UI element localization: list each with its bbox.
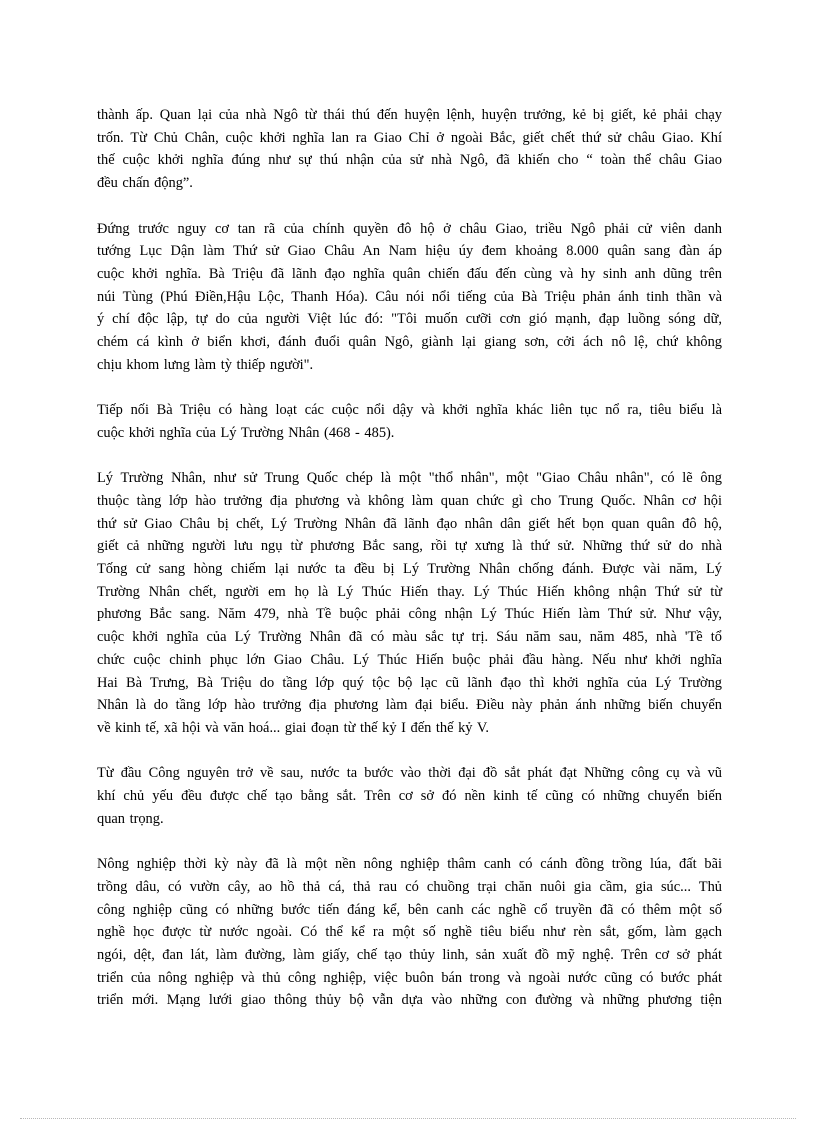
paragraph-line: núi Tùng (Phú Điền,Hậu Lộc, Thanh Hóa). Câu nói nổi tiếng của Bà Triệu phản ánh tinh thần và [97, 288, 722, 305]
paragraph-5 [97, 762, 722, 830]
page-bottom-border [20, 1118, 796, 1119]
paragraph-line: công nghiệp cũng có những bước tiến đáng kể, bên canh các nghề cổ truyền đã có thêm một số [97, 901, 722, 918]
paragraph-line: ý chí độc lập, tự do của người Việt lúc đó: "Tôi muốn cưỡi cơn gió mạnh, đạp luồng sóng dữ, [97, 311, 722, 328]
paragraph-line: Nhân là do tầng lớp hào trưởng địa phương làm đại biểu. Điều này phản ánh những biến chuyển [97, 697, 722, 714]
paragraph-line: chức cuộc chinh phục lớn Giao Châu. Lý Thúc Hiến buộc phải đầu hàng. Nếu như khởi nghĩa [97, 651, 722, 668]
paragraph-line: cuộc khởi nghĩa của Lý Trường Nhân đã có màu sắc tự trị. Sáu năm sau, năm 485, nhà 'Tề tổ [97, 629, 722, 646]
paragraph-line: về kinh tế, xã hội và văn hoá... giai đoạn từ thế kỷ I đến thế kỷ V. [97, 719, 489, 736]
paragraph-line: phương Bắc sang. Năm 479, nhà Tề buộc phải công nhận Lý Thúc Hiến làm Thứ sử. Như vậy, [97, 606, 722, 623]
paragraph-line: thuộc tàng lớp hào trưởng địa phương và không làm quan chức gì cho Trung Quốc. Nhân cơ hội [97, 492, 722, 509]
paragraph-line: khí chủ yếu đều được chế tạo bằng sắt. Trên cơ sở đó nền kinh tế cũng có những chuyển biến [97, 788, 722, 805]
paragraph-3 [97, 399, 722, 444]
paragraph-line: thứ sử Giao Châu bị chết, Lý Trường Nhân đã lãnh đạo nhân dân giết hết bọn quan quân đô hộ, [97, 515, 722, 532]
paragraph-line: Lý Trường Nhân, như sử Trung Quốc chép là một "thổ nhân", một "Giao Châu nhân", có lẽ ông [97, 470, 722, 487]
paragraph-line: triển của nông nghiệp và thủ công nghiệp, việc buôn bán trong và ngoài nước cũng có bước phát [97, 969, 722, 986]
paragraph-line: ngói, dệt, đan lát, làm đường, làm giấy, chế tạo thủy linh, sản xuất đồ mỹ nghệ. Trên cơ sở phát [97, 946, 722, 963]
document-body [97, 104, 722, 1035]
paragraph-line: giết cả những người lưu ngụ từ phương Bắc sang, rồi tự xưng là thứ sử. Những thứ sử do nhà [97, 538, 722, 555]
paragraph-line: nghề học được từ nước ngoài. Có thể kể ra một số nghề tiêu biểu như rèn sắt, gốm, làm gạch [97, 924, 722, 941]
paragraph-4 [97, 467, 722, 739]
paragraph-6 [97, 853, 722, 1012]
paragraph-line: Nông nghiệp thời kỳ này đã là một nền nông nghiệp thâm canh có cánh đồng trồng lúa, đất bãi [97, 856, 722, 873]
paragraph-line: tướng Lục Dận làm Thứ sử Giao Châu An Nam hiệu úy đem khoảng 8.000 quân sang đàn áp [97, 243, 722, 260]
paragraph-line: Tống cử sang hòng chiếm lại nước ta đều bị Lý Trường Nhân chống đánh. Được vài năm, Lý [97, 561, 722, 578]
paragraph-line: chém cá kình ở biển khơi, đánh đuổi quân Ngô, giành lại giang sơn, cởi ách nô lệ, chứ không [97, 334, 722, 351]
paragraph-1 [97, 104, 722, 195]
paragraph-line: Từ đầu Công nguyên trở về sau, nước ta bước vào thời đại đồ sắt phát đạt Những công cụ và vũ [97, 765, 722, 782]
paragraph-line: trốn. Từ Chủ Chân, cuộc khởi nghĩa lan ra Giao Chỉ ở ngoài Bắc, giết chết thứ sử châu Giao. Khí [97, 129, 722, 146]
paragraph-line: Đứng trước nguy cơ tan rã của chính quyền đô hộ ở châu Giao, triều Ngô phải cử viên danh [97, 220, 722, 237]
paragraph-2 [97, 218, 722, 377]
paragraph-line: trồng dâu, có vườn cây, ao hồ thả cá, thả rau có chuồng trại chăn nuôi gia cầm, gia súc... Thủ [97, 878, 722, 895]
paragraph-line: Hai Bà Trưng, Bà Triệu do tầng lớp quý tộc bộ lạc cũ lãnh đạo thì khởi nghĩa của Lý Trường [97, 674, 722, 691]
paragraph-line: Trường Nhân chết, người em họ là Lý Thúc Hiến thay. Lý Thúc Hiến không nhận Thứ sử từ [97, 583, 722, 600]
paragraph-line: Tiếp nối Bà Triệu có hàng loạt các cuộc nổi dậy và khởi nghĩa khác liên tục nổ ra, tiêu biểu là [97, 402, 722, 419]
paragraph-line: quan trọng. [97, 810, 164, 827]
paragraph-line: thành ấp. Quan lại của nhà Ngô từ thái thú đến huyện lệnh, huyện trưởng, kẻ bị giết, kẻ phải chạy [97, 107, 722, 123]
paragraph-line: đều chấn động”. [97, 175, 193, 192]
paragraph-line: cuộc khởi nghĩa. Bà Triệu đã lãnh đạo nghĩa quân chiến đấu đến cùng và hy sinh anh dũng trên [97, 265, 722, 282]
paragraph-line: thế cuộc khởi nghĩa đúng như sự thú nhận của sử nhà Ngô, đã khiến cho “ toàn thể châu Giao [97, 152, 722, 169]
paragraph-line: triển mới. Mạng lưới giao thông thủy bộ vẫn dựa vào những con đường và những phương tiện [97, 992, 722, 1009]
paragraph-line: chịu khom lưng làm tỳ thiếp người". [97, 356, 314, 373]
paragraph-line: cuộc khởi nghĩa của Lý Trường Nhân (468 - 485). [97, 424, 395, 441]
